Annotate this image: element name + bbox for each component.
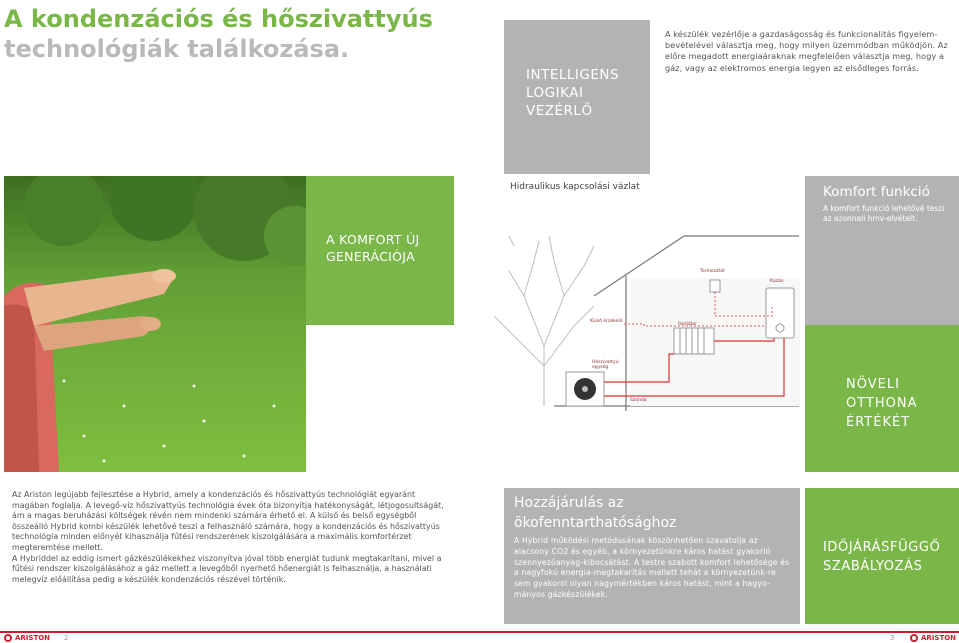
comfort-function-heading: Komfort funkció (823, 184, 930, 200)
title-line-2: technológiák találkozása. (4, 35, 350, 63)
page-number-left: 2 (64, 634, 69, 642)
eco-heading: Hozzájárulás az ökofenntarthatósághoz (514, 495, 677, 531)
intro-text: A készülék vezérlője a gazdaságosság és funkcionalitás figyelem-bevételével választja meg, hogy milyen üzemmódban működjön. Az előre megadott energiaáraknak megfelelően választja meg, hogy a gáz, vagy az elektromos energia legyen az elsődleges forrás. (665, 29, 948, 73)
eco-sustainability-box (504, 488, 800, 624)
ariston-logo-icon (910, 634, 918, 642)
eco-text: A Hybrid működési metódusának köszönhetően szavatolja az alacsony CO2 és egyéb, a környezetünkre káros hatást gyakorló szennyezőanyag-kibocsátást. A testre szabott komfort lehetősége és a nagyfokú energia-megtakarítás mellett tehát a környezetünk-re sem gyakorol olyan nagymértékben káros hatást, mint a hagyo-mányos gázkészülékek. (514, 536, 790, 599)
page-title (4, 4, 433, 64)
diagram-label-probe: Szonda (630, 398, 647, 403)
home-value-heading: NÖVELI OTTHONA ÉRTÉKÉT (846, 377, 918, 430)
diagram-label-boiler: Kazán (770, 279, 784, 284)
weather-control-heading: IDŐJÁRÁSFÜGGŐ SZABÁLYOZÁS (823, 540, 941, 574)
diagram-title: Hidraulikus kapcsolási vázlat (510, 182, 640, 192)
diagram-label-radiator: Radiátor (678, 322, 698, 327)
comfort-generation-box (306, 176, 454, 325)
body-text (12, 490, 452, 585)
comfort-generation-heading: A KOMFORT ÚJ GENERÁCIÓJA (326, 232, 420, 264)
home-value-box (805, 325, 959, 472)
hydraulic-diagram (454, 176, 802, 472)
footer-divider (0, 631, 959, 633)
title-line-1: A kondenzációs és hőszivattyús (4, 5, 433, 33)
body-paragraph: A Hybriddel az eddig ismert gázkészülékekhez viszonyítva jóval több energiát tudunk megtakarítani, mivel a fűtési rendszer kiszolgálásához a gáz mellett a levegőből nyerhető hőenergiát is felhasználja, a használati melegvíz előállítása pedig a készülék kondenzációs részével történik. (12, 553, 442, 584)
ariston-logo-icon (4, 634, 12, 642)
comfort-function-text: A komfort funkció lehetővé teszi az azonnali hmv-elvételt. (823, 204, 945, 223)
smart-controller-heading: INTELLIGENS LOGIKAI VEZÉRLŐ (526, 67, 620, 119)
ariston-logo-right: ARISTON (910, 633, 956, 643)
comfort-function-box (805, 176, 959, 325)
page-number-right: 3 (890, 634, 895, 642)
weather-control-box (805, 488, 959, 624)
diagram-label-heatpump: Hőszivattyú egység (592, 360, 619, 370)
diagram-label-sensor: Külső érzékelő (590, 319, 623, 324)
garden-photo (4, 176, 306, 472)
diagram-label-thermostat: Termosztát (700, 269, 725, 274)
smart-controller-box (504, 20, 650, 174)
ariston-logo-left: ARISTON (4, 633, 50, 643)
body-paragraph: Az Ariston legújabb fejlesztése a Hybrid, amely a kondenzációs és hőszivattyús technológiát egyaránt magában foglalja. A levegő-víz hőszivattyús technológia évek óta bizonyítja hatékonyságát, létjogosultságát, ám a magas beruházási költségek révén nem mindenki számára érhető el. A külső és belső egységből összeálló Hybrid kombi készülék lehetővé teszi a felhasználó számára, hogy a kondenzációs és hőszivattyús technológia minden előnyét kihasználja fűtési rendszerének kiszolgálására a maximális komfortérzet megteremtése mellett. (12, 490, 444, 552)
